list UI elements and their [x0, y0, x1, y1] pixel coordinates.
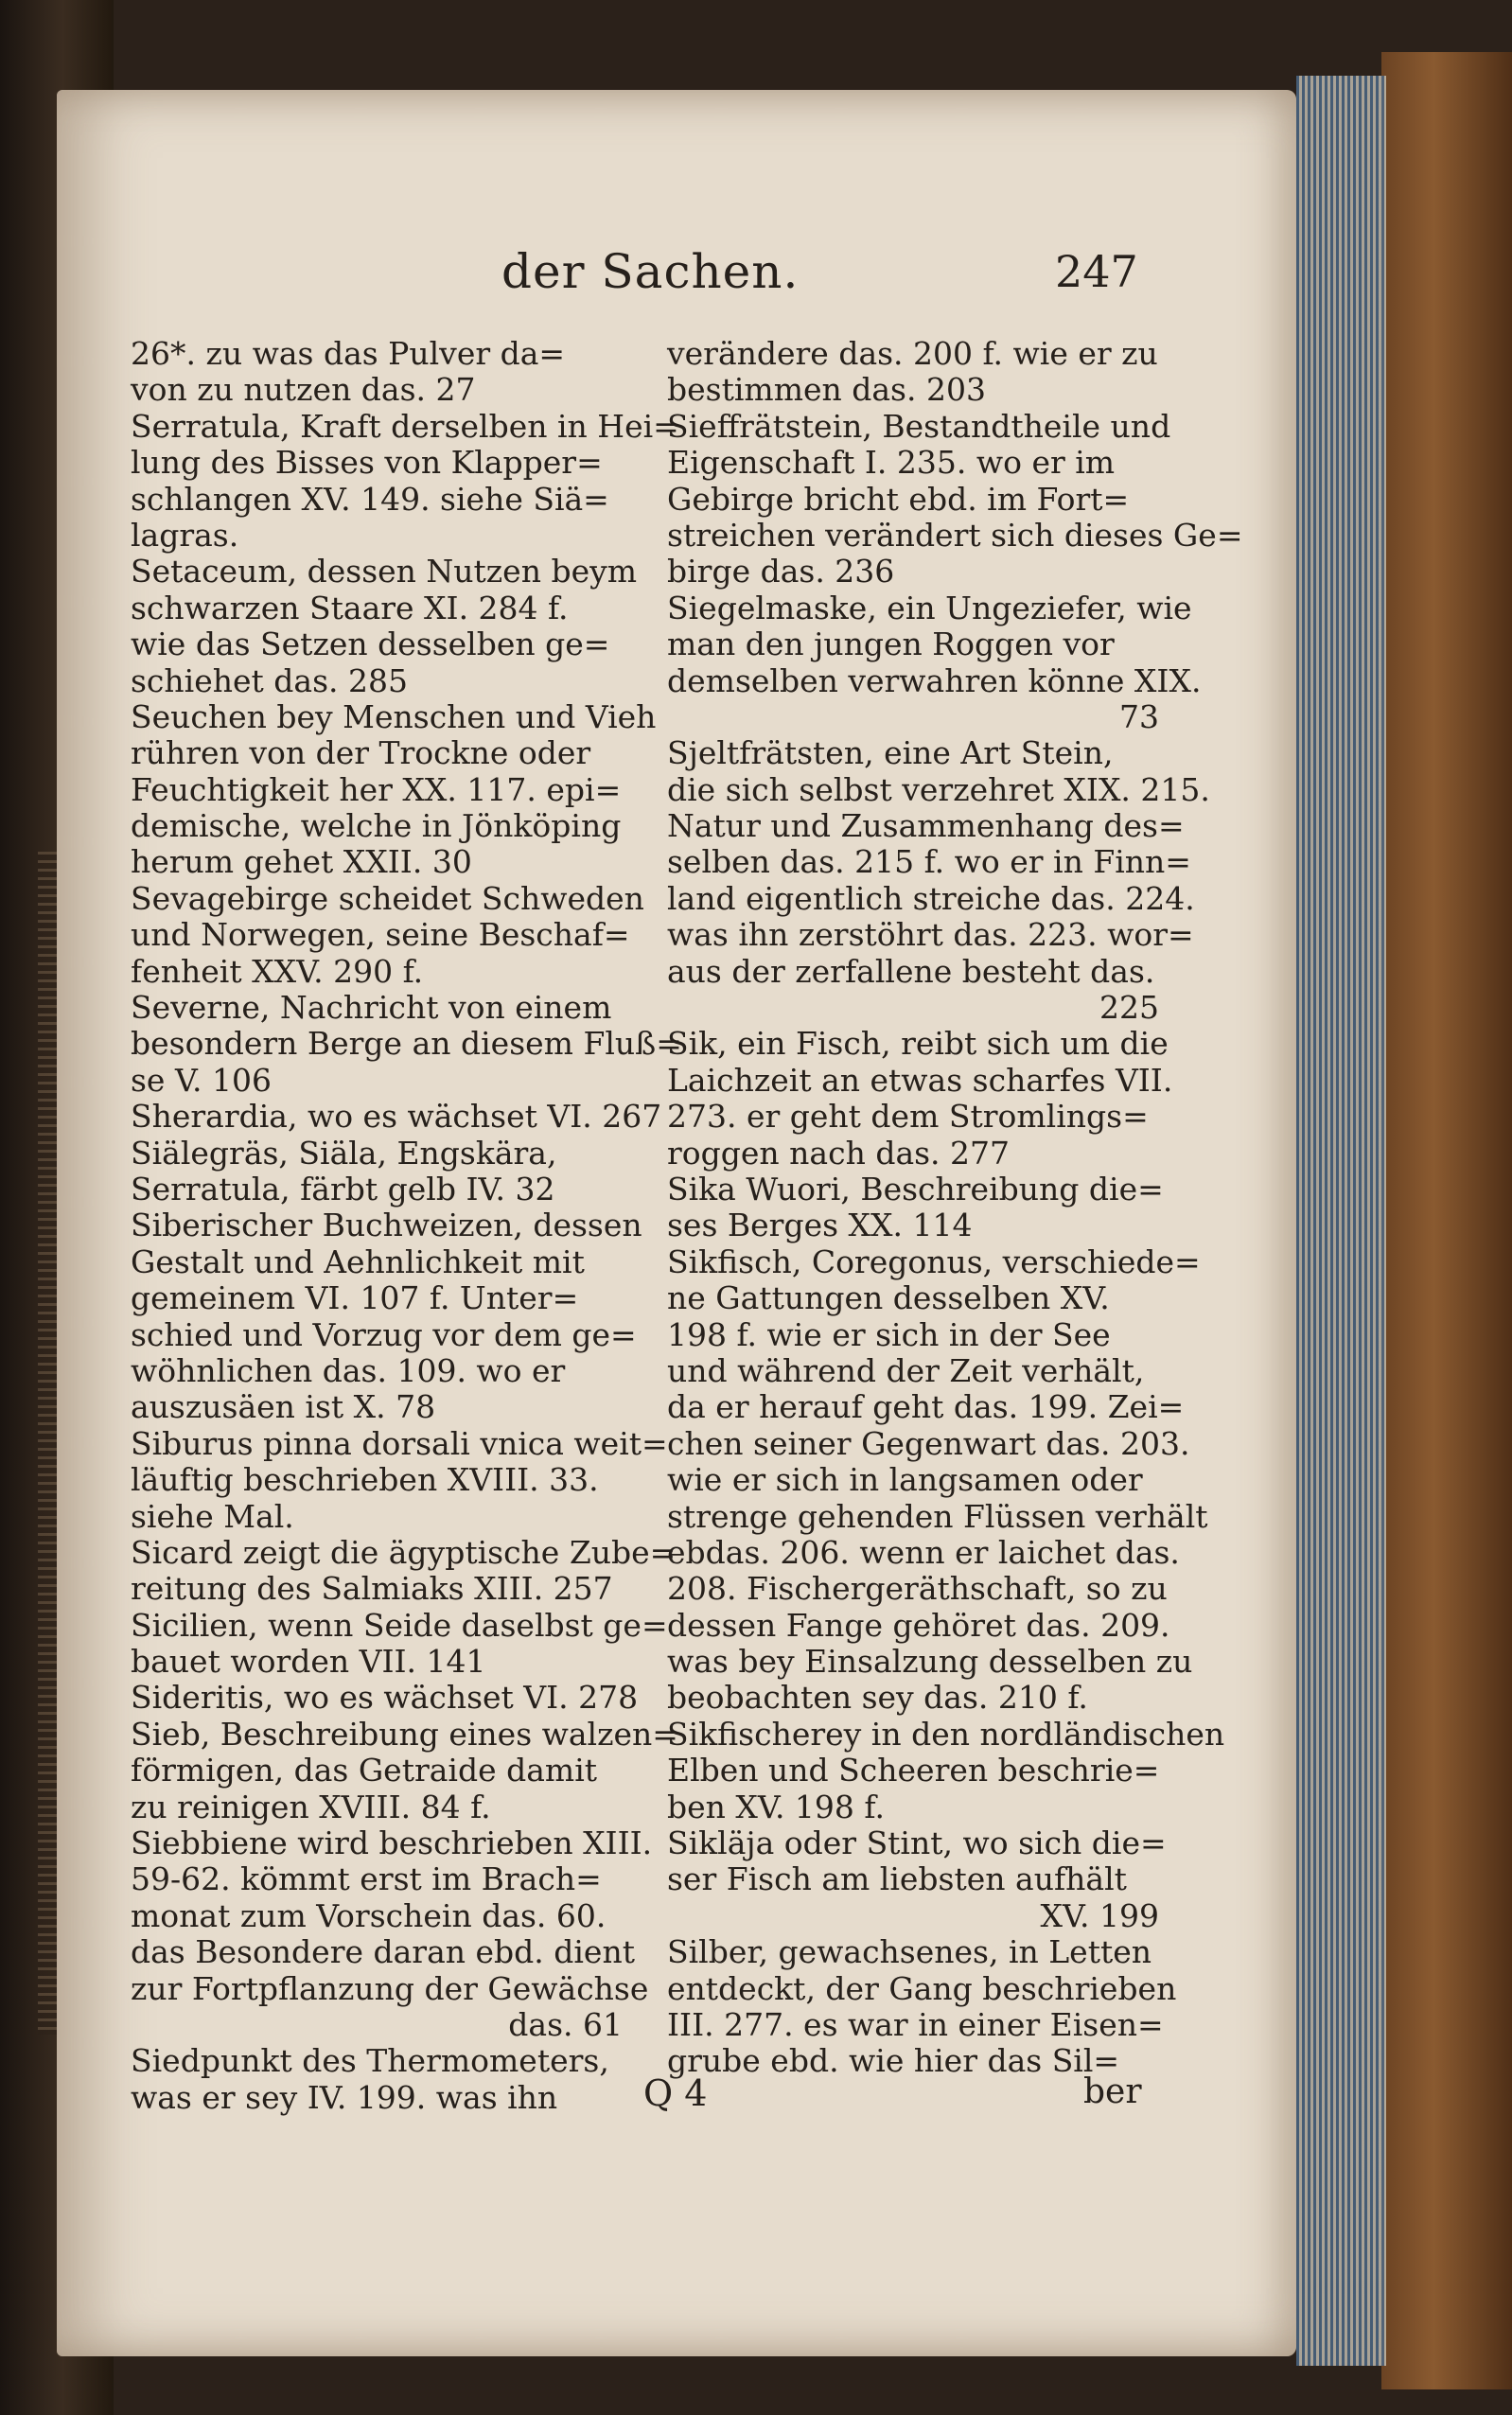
index-line: Sikfischerey in den nordländischen	[667, 1715, 1225, 1753]
index-line: 26*. zu was das Pulver da=	[131, 335, 566, 372]
index-line: selben das. 215 f. wo er in Finn=	[667, 843, 1191, 881]
index-line: ser Fisch am liebsten aufhält	[667, 1860, 1127, 1898]
index-line: Elben und Scheeren beschrie=	[667, 1752, 1160, 1789]
index-line: Silber, gewachsenes, in Letten	[667, 1933, 1152, 1971]
index-line: streichen verändert sich dieses Ge=	[667, 516, 1243, 554]
index-line: Sika Wuori, Beschreibung die=	[667, 1170, 1164, 1208]
index-line: roggen nach das. 277	[667, 1134, 1011, 1172]
index-line: Sieffrätstein, Bestandtheile und	[667, 407, 1171, 445]
index-line: dessen Fange gehöret das. 209.	[667, 1606, 1170, 1644]
index-line: Siburus pinna dorsali vnica weit=	[131, 1424, 668, 1462]
index-line: schwarzen Staare XI. 284 f.	[131, 589, 569, 626]
index-line: Sherardia, wo es wächset VI. 267	[131, 1098, 662, 1136]
index-line: läuftig beschrieben XVIII. 33.	[131, 1461, 599, 1499]
index-line: Seuchen bey Menschen und Vieh	[131, 697, 657, 735]
index-line: Siberischer Buchweizen, dessen	[131, 1207, 642, 1244]
index-line: chen seiner Gegenwart das. 203.	[667, 1424, 1190, 1462]
index-line: schlangen XV. 149. siehe Siä=	[131, 480, 609, 518]
index-line: besondern Berge an diesem Fluß=	[131, 1025, 682, 1063]
index-line: verändere das. 200 f. wie er zu	[667, 335, 1158, 372]
index-line: herum gehet XXII. 30	[131, 843, 472, 881]
index-line: was bey Einsalzung desselben zu	[667, 1643, 1193, 1681]
index-line: das. 61	[508, 2005, 623, 2043]
index-line: siehe Mal.	[131, 1497, 294, 1535]
index-line: da er herauf geht das. 199. Zei=	[667, 1388, 1185, 1426]
index-line: Siedpunkt des Thermometers,	[131, 2042, 609, 2080]
index-line: schiehet das. 285	[131, 661, 408, 699]
index-line: auszusäen ist X. 78	[131, 1388, 436, 1426]
index-line: 198 f. wie er sich in der See	[667, 1315, 1111, 1353]
index-line: gemeinem VI. 107 f. Unter=	[131, 1279, 579, 1317]
index-line: Sikläja oder Stint, wo sich die=	[667, 1824, 1167, 1862]
index-line: 73	[1119, 697, 1159, 735]
index-line: se V. 106	[131, 1061, 272, 1099]
index-line: entdeckt, der Gang beschrieben	[667, 1969, 1177, 2007]
index-line: schied und Vorzug vor dem ge=	[131, 1315, 637, 1353]
index-line: Sideritis, wo es wächset VI. 278	[131, 1679, 639, 1717]
index-line: Setaceum, dessen Nutzen beym	[131, 553, 638, 591]
index-line: beobachten sey das. 210 f.	[667, 1679, 1088, 1717]
index-line: die sich selbst verzehret XIX. 215.	[667, 770, 1210, 808]
index-line: wöhnlichen das. 109. wo er	[131, 1351, 566, 1389]
index-line: und Norwegen, seine Beschaf=	[131, 916, 630, 954]
index-line: wie das Setzen desselben ge=	[131, 626, 610, 663]
index-line: Siälegräs, Siäla, Engskära,	[131, 1134, 557, 1172]
index-line: Gebirge bricht ebd. im Fort=	[667, 480, 1130, 518]
index-line: fenheit XXV. 290 f.	[131, 952, 424, 990]
index-line: zur Fortpflanzung der Gewächse	[131, 1969, 649, 2007]
index-line: bestimmen das. 203	[667, 371, 986, 409]
page-number: 247	[1055, 246, 1138, 297]
signature-mark: Q 4	[643, 2072, 708, 2114]
index-line: was er sey IV. 199. was ihn	[131, 2078, 558, 2116]
index-line: und während der Zeit verhält,	[667, 1351, 1145, 1389]
index-line: birge das. 236	[667, 553, 895, 591]
index-line: Sikfisch, Coregonus, verschiede=	[667, 1243, 1201, 1280]
index-line: Laichzeit an etwas scharfes VII.	[667, 1061, 1173, 1099]
index-line: lagras.	[131, 516, 239, 554]
running-head: der Sachen.	[501, 244, 800, 299]
index-line: lung des Bisses von Klapper=	[131, 444, 603, 482]
index-line: III. 277. es war in einer Eisen=	[667, 2005, 1164, 2043]
index-line: aus der zerfallene besteht das.	[667, 952, 1155, 990]
index-line: was ihn zerstöhrt das. 223. wor=	[667, 916, 1194, 954]
index-line: strenge gehenden Flüssen verhält	[667, 1497, 1208, 1535]
index-line: wie er sich in langsamen oder	[667, 1461, 1143, 1499]
index-line: ses Berges XX. 114	[667, 1207, 973, 1244]
index-line: Sik, ein Fisch, reibt sich um die	[667, 1025, 1169, 1063]
index-line: 208. Fischergeräthschaft, so zu	[667, 1570, 1168, 1608]
index-line: Serratula, Kraft derselben in Hei=	[131, 407, 679, 445]
index-line: ebdas. 206. wenn er laichet das.	[667, 1533, 1180, 1571]
index-line: von zu nutzen das. 27	[131, 371, 476, 409]
index-line: grube ebd. wie hier das Sil=	[667, 2042, 1120, 2080]
index-line: reitung des Salmiaks XIII. 257	[131, 1570, 613, 1608]
index-line: ben XV. 198 f.	[667, 1788, 885, 1825]
index-line: Sicard zeigt die ägyptische Zube=	[131, 1533, 677, 1571]
index-line: 273. er geht dem Stromlings=	[667, 1098, 1149, 1136]
index-line: ne Gattungen desselben XV.	[667, 1279, 1110, 1317]
index-line: Sieb, Beschreibung eines walzen=	[131, 1715, 678, 1753]
index-line: Serratula, färbt gelb IV. 32	[131, 1170, 555, 1208]
index-line: Sjeltfrätsten, eine Art Stein,	[667, 734, 1114, 772]
index-line: Eigenschaft I. 235. wo er im	[667, 444, 1116, 482]
index-line: das Besondere daran ebd. dient	[131, 1933, 635, 1971]
index-line: XV. 199	[1040, 1896, 1159, 1934]
index-line: Siegelmaske, ein Ungeziefer, wie	[667, 589, 1192, 626]
index-line: demische, welche in Jönköping	[131, 807, 622, 845]
index-line: 225	[1099, 989, 1159, 1027]
index-line: Severne, Nachricht von einem	[131, 989, 612, 1027]
index-line: bauet worden VII. 141	[131, 1643, 486, 1681]
index-line: förmigen, das Getraide damit	[131, 1752, 598, 1789]
index-line: Gestalt und Aehnlichkeit mit	[131, 1243, 585, 1280]
index-line: 59-62. kömmt erst im Brach=	[131, 1860, 602, 1898]
index-line: demselben verwahren könne XIX.	[667, 661, 1202, 699]
index-line: rühren von der Trockne oder	[131, 734, 591, 772]
right-column	[667, 335, 1243, 2080]
index-line: Sevagebirge scheidet Schweden	[131, 879, 644, 917]
index-line: Feuchtigkeit her XX. 117. epi=	[131, 770, 622, 808]
index-line: Siebbiene wird beschrieben XIII.	[131, 1824, 653, 1862]
catchword: ber	[1083, 2072, 1142, 2111]
index-line: man den jungen Roggen vor	[667, 626, 1115, 663]
index-line: zu reinigen XVIII. 84 f.	[131, 1788, 491, 1825]
index-line: Natur und Zusammenhang des=	[667, 807, 1185, 845]
index-line: Sicilien, wenn Seide daselbst ge=	[131, 1606, 668, 1644]
index-line: land eigentlich streiche das. 224.	[667, 879, 1195, 917]
index-line: monat zum Vorschein das. 60.	[131, 1896, 607, 1934]
